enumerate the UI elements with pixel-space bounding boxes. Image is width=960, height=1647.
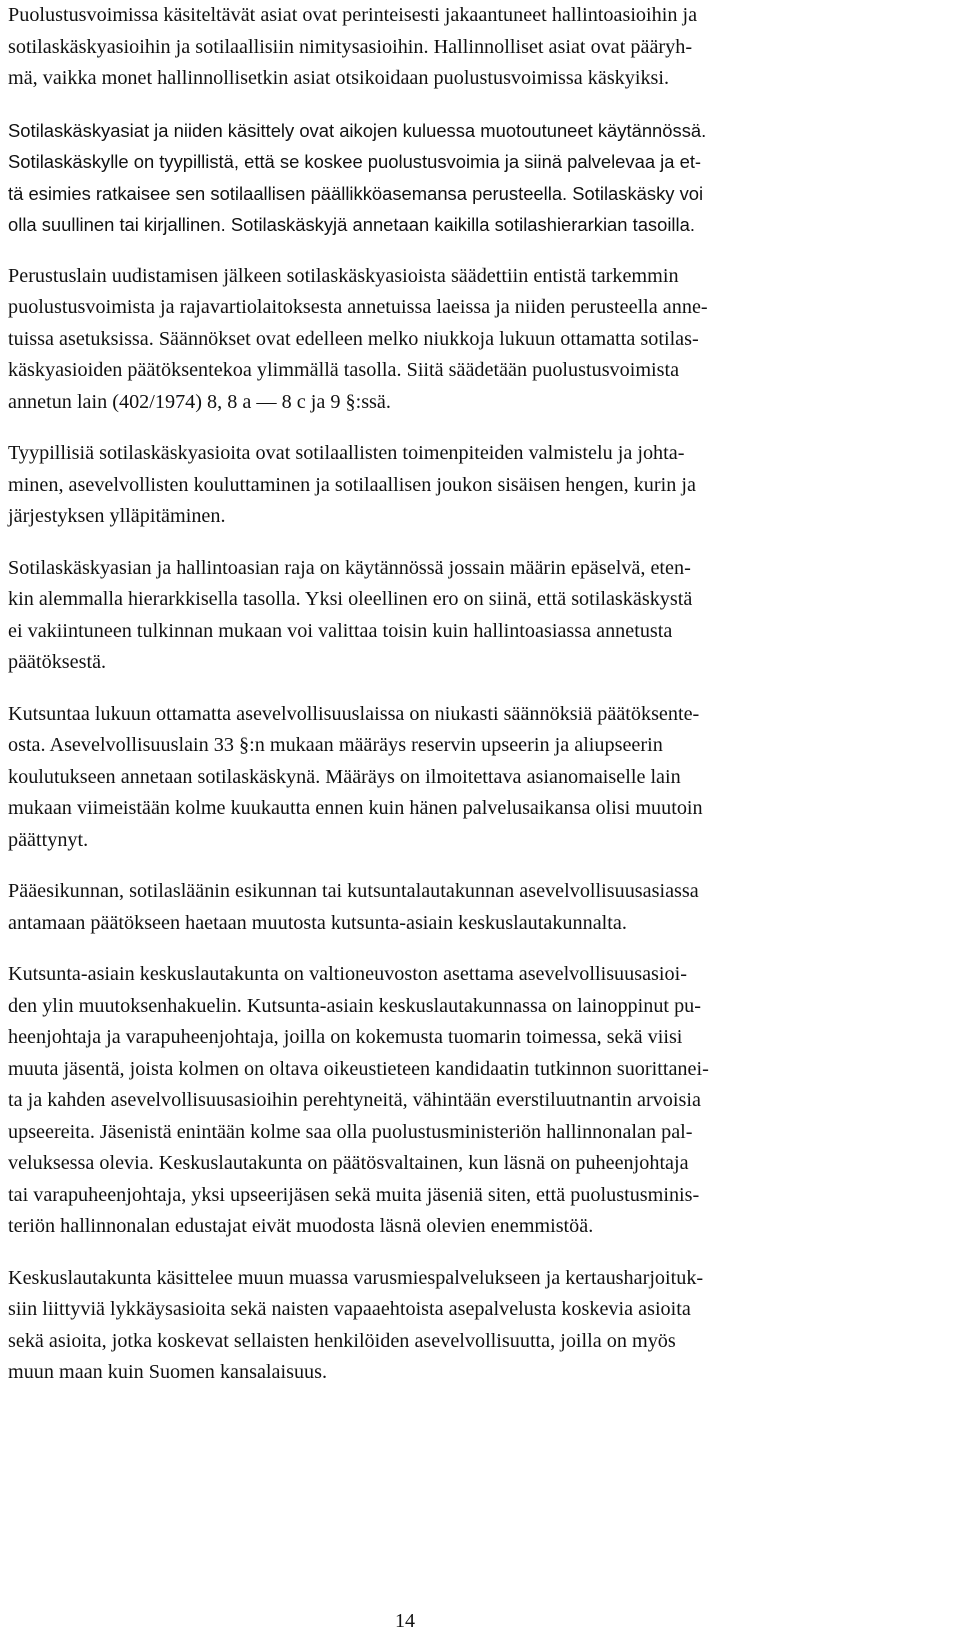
paragraph: [8, 699, 942, 857]
text-line: Sotilaskäskylle on tyypillistä, että se koskee puolustusvoimia ja siinä palvelevaa ja et-: [8, 151, 702, 172]
text-line: olla suullinen tai kirjallinen. Sotilaskäskyjä annetaan kaikilla sotilashierarkian tasoilla.: [8, 214, 695, 235]
document-page: [8, 0, 942, 1389]
text-line: den ylin muutoksenhakuelin. Kutsunta-asiain keskuslautakunnassa on lainoppinut pu-: [8, 994, 701, 1017]
text-line: teriön hallinnonalan edustajat eivät muodosta läsnä olevien enemmistöä.: [8, 1215, 594, 1237]
text-line: muun maan kuin Suomen kansalaisuus.: [8, 1361, 328, 1383]
text-line: Tyypillisiä sotilaskäskyasioita ovat sotilaallisten toimenpiteiden valmistelu ja johta-: [8, 442, 685, 464]
text-line: sekä asioita, jotka koskevat sellaisten henkilöiden asevelvollisuutta, joilla on myös: [8, 1329, 676, 1352]
text-line: Kutsuntaa lukuun ottamatta asevelvollisuuslaissa on niukasti säännöksiä päätöksente-: [8, 702, 700, 725]
text-line: tuissa asetuksissa. Säännökset ovat edelleen melko niukkoja lukuun ottamatta sotilas-: [8, 327, 699, 350]
text-line: Kutsunta-asiain keskuslautakunta on valtioneuvoston asettama asevelvollisuusasioi-: [8, 963, 687, 985]
paragraph: [8, 1263, 942, 1389]
paragraph: [8, 115, 942, 241]
text-line: ei vakiintuneen tulkinnan mukaan voi valittaa toisin kuin hallintoasiassa annetusta: [8, 619, 673, 642]
text-line: Keskuslautakunta käsittelee muun muassa varusmiespalvelukseen ja kertausharjoituk-: [8, 1266, 704, 1289]
page-number: 14: [395, 1610, 415, 1632]
text-line: puolustusvoimista ja rajavartiolaitoksesta annetuissa laeissa ja niiden perusteella anne-: [8, 296, 708, 318]
text-line: koulutukseen annetaan sotilaskäskynä. Määräys on ilmoitettava asianomaiselle lain: [8, 765, 681, 788]
paragraph: [8, 553, 942, 679]
text-line: tä esimies ratkaisee sen sotilaallisen päällikköasemansa perusteella. Sotilaskäsky voi: [8, 182, 704, 204]
text-line: heenjohtaja ja varapuheenjohtaja, joilla on kokemusta tuomarin toimessa, sekä viisi: [8, 1026, 683, 1048]
text-line: päättynyt.: [8, 828, 89, 851]
text-line: Perustuslain uudistamisen jälkeen sotilaskäskyasioista säädettiin entistä tarkemmin: [8, 264, 679, 287]
text-line: kin alemmalla hierarkkisella tasolla. Yksi oleellinen ero on siinä, että sotilaskäskystä: [8, 588, 693, 610]
paragraph: [8, 959, 942, 1243]
text-line: upseereita. Jäsenistä enintään kolme saa olla puolustusministeriön hallinnonalan pal-: [8, 1120, 693, 1143]
text-line: veluksessa olevia. Keskuslautakunta on päätösvaltainen, kun läsnä on puheenjohtaja: [8, 1152, 689, 1174]
paragraph: [8, 876, 942, 939]
text-line: järjestyksen ylläpitäminen.: [8, 505, 226, 527]
text-line: minen, asevelvollisten kouluttaminen ja sotilaallisen joukon sisäisen hengen, kurin ja: [8, 473, 696, 496]
text-line: mukaan viimeistään kolme kuukautta ennen kuin hänen palvelusaikansa olisi muutoin: [8, 797, 703, 819]
text-line: päätöksestä.: [8, 651, 107, 673]
text-line: Sotilaskäskyasiat ja niiden käsittely ovat aikojen kuluessa muotoutuneet käytännössä.: [8, 119, 707, 141]
text-line: Sotilaskäskyasian ja hallintoasian raja on käytännössä jossain määrin epäselvä, eten-: [8, 556, 691, 579]
text-line: muuta jäsentä, joista kolmen on oltava oikeustieteen kandidaatin tutkinnon suorittanei-: [8, 1057, 709, 1080]
paragraph: [8, 0, 942, 95]
paragraph: [8, 438, 942, 533]
text-line: osta. Asevelvollisuuslain 33 §:n mukaan määräys reservin upseerin ja aliupseerin: [8, 734, 663, 756]
text-line: antamaan päätökseen haetaan muutosta kutsunta-asiain keskuslautakunnalta.: [8, 911, 627, 934]
text-line: annetun lain (402/1974) 8, 8 a — 8 c ja 9 §:ssä.: [8, 390, 391, 413]
text-line: ta ja kahden asevelvollisuusasioihin perehtyneitä, vähintään everstiluutnantin arvoisia: [8, 1089, 701, 1111]
text-line: tai varapuheenjohtaja, yksi upseerijäsen sekä muita jäseniä siten, että puolustusminis-: [8, 1183, 700, 1206]
text-line: Pääesikunnan, sotilasläänin esikunnan tai kutsuntalautakunnan asevelvollisuusasiassa: [8, 880, 699, 902]
text-line: sotilaskäskyasioihin ja sotilaallisiin nimitysasioihin. Hallinnolliset asiat ovat pääryh-: [8, 35, 693, 58]
text-line: siin liittyviä lykkäysasioita sekä naisten vapaaehtoista asepalvelusta koskevia asioita: [8, 1298, 691, 1320]
paragraph: [8, 261, 942, 419]
text-line: mä, vaikka monet hallinnollisetkin asiat otsikoidaan puolustusvoimissa käskyiksi.: [8, 67, 670, 89]
text-line: käskyasioiden päätöksentekoa ylimmällä tasolla. Siitä säädetään puolustusvoimista: [8, 359, 680, 381]
text-line: Puolustusvoimissa käsiteltävät asiat ovat perinteisesti jakaantuneet hallintoasioihin ja: [8, 4, 698, 26]
